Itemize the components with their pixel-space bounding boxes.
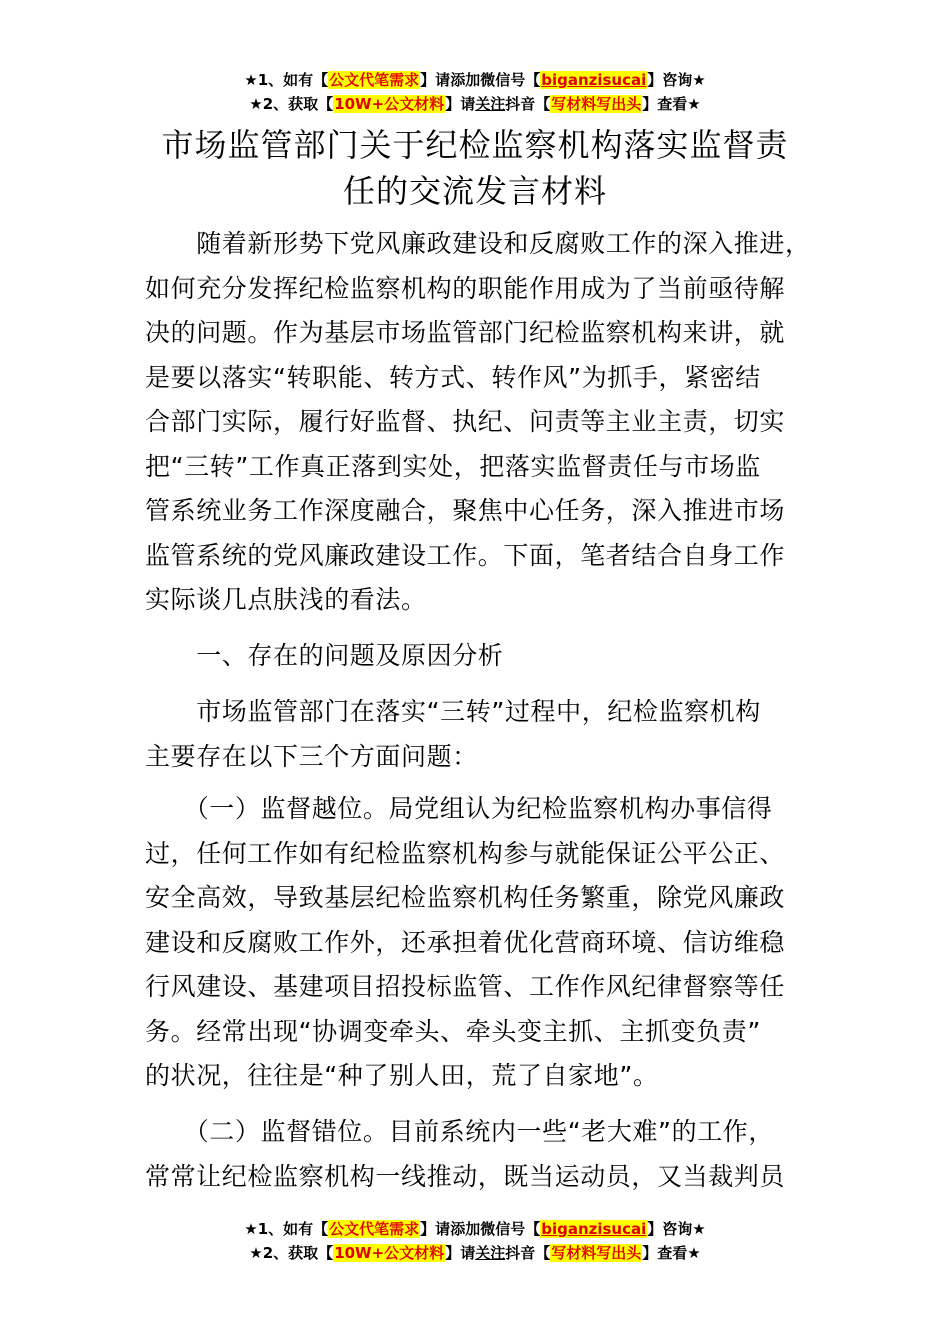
- banner-text: 关注: [475, 1244, 506, 1262]
- paragraph-intro: [145, 222, 835, 623]
- text-line: 决的问题。作为基层市场监管部门纪检监察机构来讲，就: [145, 318, 786, 347]
- title-line-2: 任的交流发言材料: [342, 172, 607, 210]
- text-line: 如何充分发挥纪检监察机构的职能作用成为了当前亟待解: [145, 273, 786, 303]
- banner-text: 抖音【: [505, 95, 551, 113]
- banner-text: ★1、如有【: [244, 1220, 329, 1238]
- banner-text: 微信号【: [480, 1220, 541, 1238]
- banner-text: 添加: [450, 1220, 481, 1238]
- text-line: 实际谈几点肤浅的看法。: [145, 585, 427, 614]
- text-line: 合部门实际，履行好监督、执纪、问责等主业主责，切实: [145, 407, 786, 436]
- banner-text: 】咨询★: [647, 71, 706, 89]
- banner-text: 】查看★: [642, 1244, 701, 1262]
- banner-line-1: [0, 1217, 950, 1241]
- text-line: 建设和反腐败工作外，还承担着优化营商环境、信访维稳: [145, 927, 786, 957]
- heading-line: 一、存在的问题及原因分析: [145, 641, 504, 670]
- paragraph-overview: [145, 690, 835, 779]
- title-line-1: 市场监管部门关于纪检监察机构落实监督责: [161, 126, 789, 164]
- text-line: 是要以落实“转职能、转方式、转作风”为抓手，紧密结: [145, 362, 761, 392]
- text-line: 把“三转”工作真正落到实处，把落实监督责任与市场监: [145, 451, 761, 481]
- text-line: 安全高效，导致基层纪检监察机构任务繁重，除党风廉政: [145, 883, 786, 912]
- banner-text: 】请: [420, 1220, 451, 1238]
- text-line: 随着新形势下党风廉政建设和反腐败工作的深入推进，: [145, 229, 811, 258]
- text-line: 的状况，往往是“种了别人田，荒了自家地”。: [145, 1061, 659, 1090]
- header-banner: [0, 68, 950, 116]
- banner-text: 】请: [445, 1244, 476, 1262]
- wechat-id-highlight: biganzisucai: [541, 71, 647, 89]
- banner-highlight: 10W+公文材料: [334, 1244, 445, 1262]
- text-line: 主要存在以下三个方面问题：: [145, 741, 478, 771]
- text-line: 行风建设、基建项目招投标监管、工作作风纪律督察等任: [145, 972, 786, 1001]
- text-line: （一）监督越位。局党组认为纪检监察机构办事信得: [145, 794, 773, 823]
- paragraph-point-2: [145, 1110, 835, 1199]
- text-line: 管系统业务工作深度融合，聚焦中心任务，深入推进市场: [145, 496, 786, 525]
- banner-text: 微信号【: [480, 71, 541, 89]
- text-line: 市场监管部门在落实“三转”过程中，纪检监察机构: [145, 697, 761, 726]
- banner-text: 】查看★: [642, 95, 701, 113]
- banner-line-2: [0, 1241, 950, 1265]
- banner-text: 】咨询★: [647, 1220, 706, 1238]
- banner-text: 】请: [445, 95, 476, 113]
- banner-highlight: 公文代笔需求: [329, 1220, 420, 1238]
- banner-line-2: [0, 92, 950, 116]
- banner-text: 关注: [475, 95, 506, 113]
- document-title: [0, 122, 950, 214]
- text-line: 过，任何工作如有纪检监察机构参与就能保证公平公正、: [145, 838, 786, 868]
- banner-text: ★2、获取【: [249, 1244, 334, 1262]
- banner-highlight: 公文代笔需求: [329, 71, 420, 89]
- banner-text: ★2、获取【: [249, 95, 334, 113]
- section-heading-1: [145, 634, 835, 679]
- wechat-id-highlight: biganzisucai: [541, 1220, 647, 1238]
- banner-text: ★1、如有【: [244, 71, 329, 89]
- banner-line-1: [0, 68, 950, 92]
- banner-text: 】请: [420, 71, 451, 89]
- footer-banner: [0, 1217, 950, 1265]
- text-line: 务。经常出现“协调变牵头、牵头变主抓、主抓变负责”: [145, 1016, 761, 1046]
- text-line: 监管系统的党风廉政建设工作。下面，笔者结合自身工作: [145, 540, 786, 570]
- douyin-id-highlight: 写材料写出头: [551, 1244, 642, 1262]
- banner-text: 抖音【: [505, 1244, 551, 1262]
- text-line: （二）监督错位。目前系统内一些“老大难”的工作，: [145, 1117, 775, 1146]
- banner-text: 添加: [450, 71, 481, 89]
- banner-highlight: 10W+公文材料: [334, 95, 445, 113]
- paragraph-point-1: [145, 787, 835, 1099]
- text-line: 常常让纪检监察机构一线推动，既当运动员，又当裁判员: [145, 1161, 786, 1191]
- douyin-id-highlight: 写材料写出头: [551, 95, 642, 113]
